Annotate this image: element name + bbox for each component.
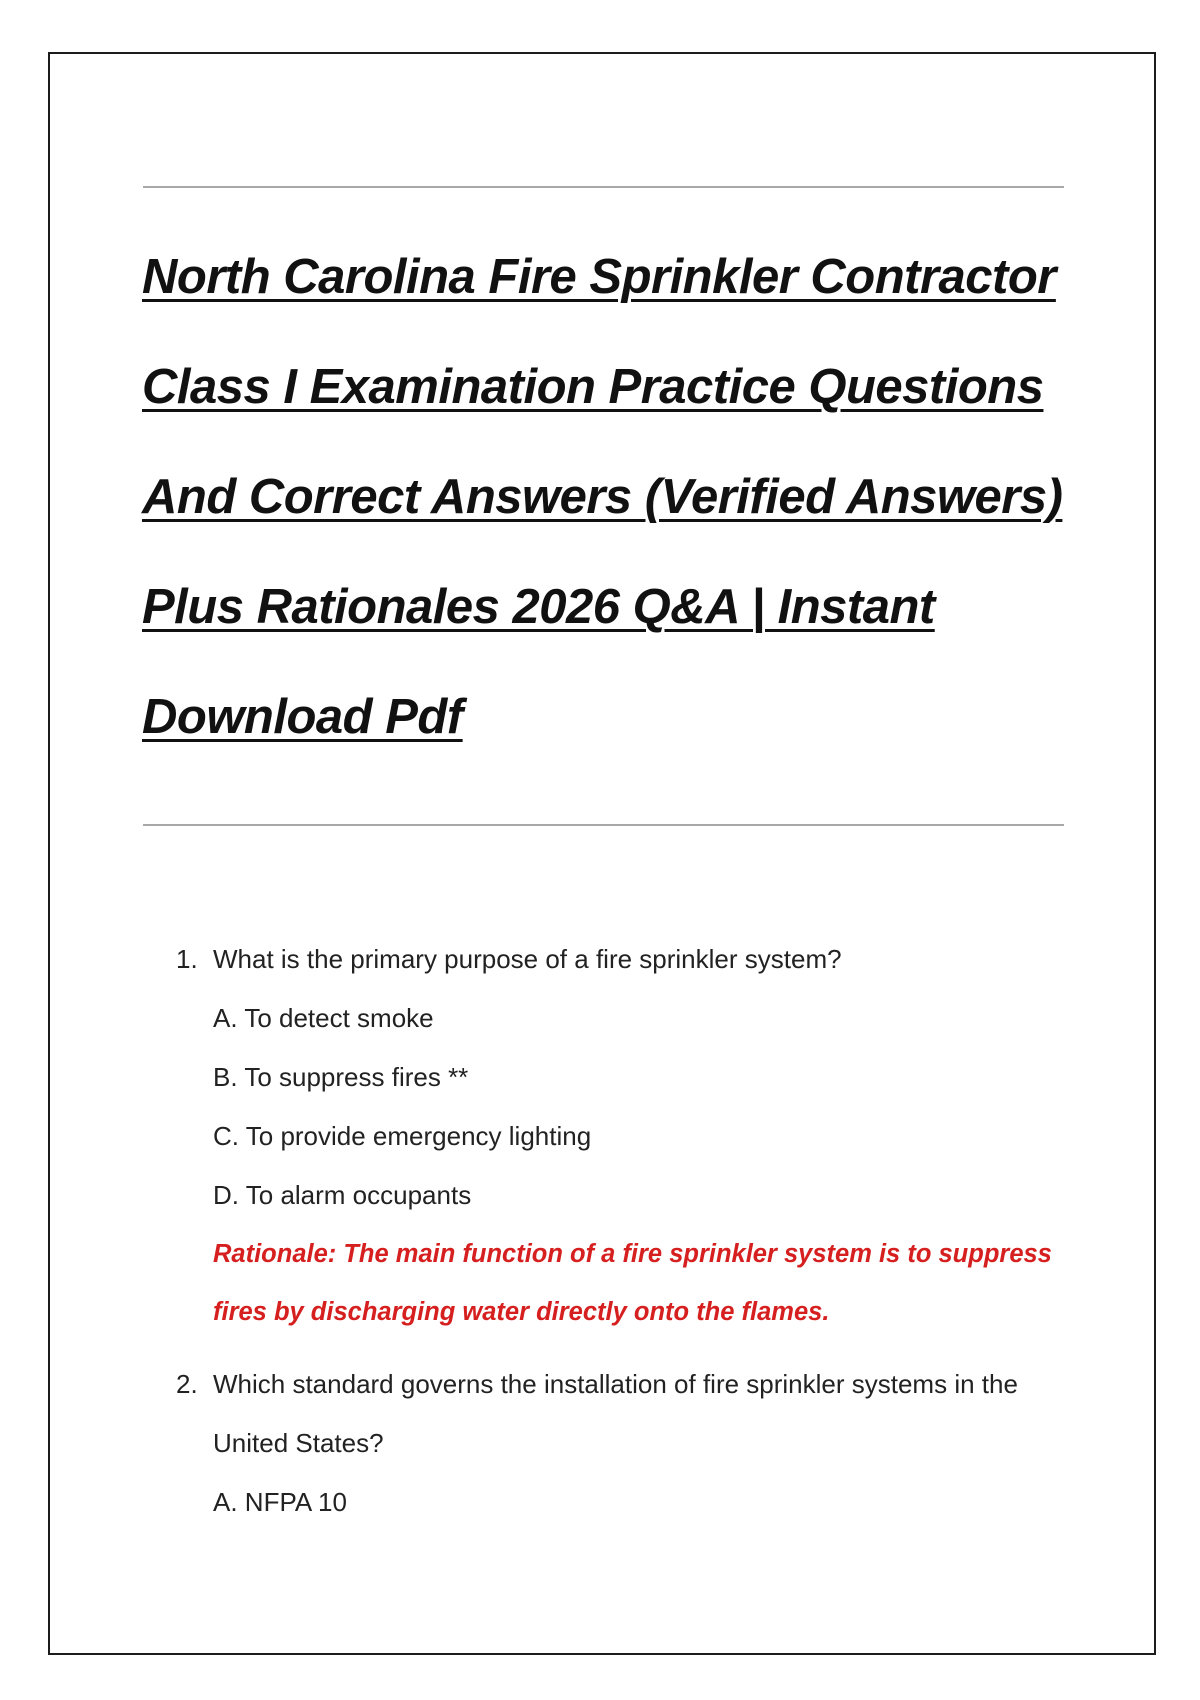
title-line: Class I Examination Practice Questions (142, 360, 1044, 414)
question-text: Which standard governs the installation of fire sprinkler systems in the United States? (213, 1369, 1018, 1458)
question-list (176, 930, 1076, 1532)
document-title (142, 222, 1082, 772)
question-1 (176, 930, 1076, 1341)
answer-option: C. To provide emergency lighting (213, 1121, 592, 1151)
question-2 (176, 1355, 1076, 1532)
title-line: North Carolina Fire Sprinkler Contractor (142, 250, 1056, 304)
question-stem (176, 1355, 1076, 1473)
title-line: Plus Rationales 2026 Q&A | Instant (142, 580, 935, 634)
answer-option: B. To suppress fires ** (213, 1062, 469, 1092)
answer-option: A. To detect smoke (213, 1003, 434, 1033)
answer-option: D. To alarm occupants (213, 1180, 472, 1210)
question-text: What is the primary purpose of a fire sprinkler system? (213, 944, 842, 974)
bottom-divider (143, 824, 1064, 826)
title-line: Download Pdf (142, 690, 463, 744)
rationale-text: Rationale: The main function of a fire sprinkler system is to suppress fires by discharging water directly onto the flames. (213, 1240, 1052, 1326)
question-stem (176, 930, 1076, 989)
question-number: 1. (176, 944, 198, 974)
question-number: 2. (176, 1369, 198, 1399)
answer-option: A. NFPA 10 (213, 1487, 347, 1517)
top-divider (143, 186, 1064, 188)
title-line: And Correct Answers (Verified Answers) (142, 470, 1063, 524)
